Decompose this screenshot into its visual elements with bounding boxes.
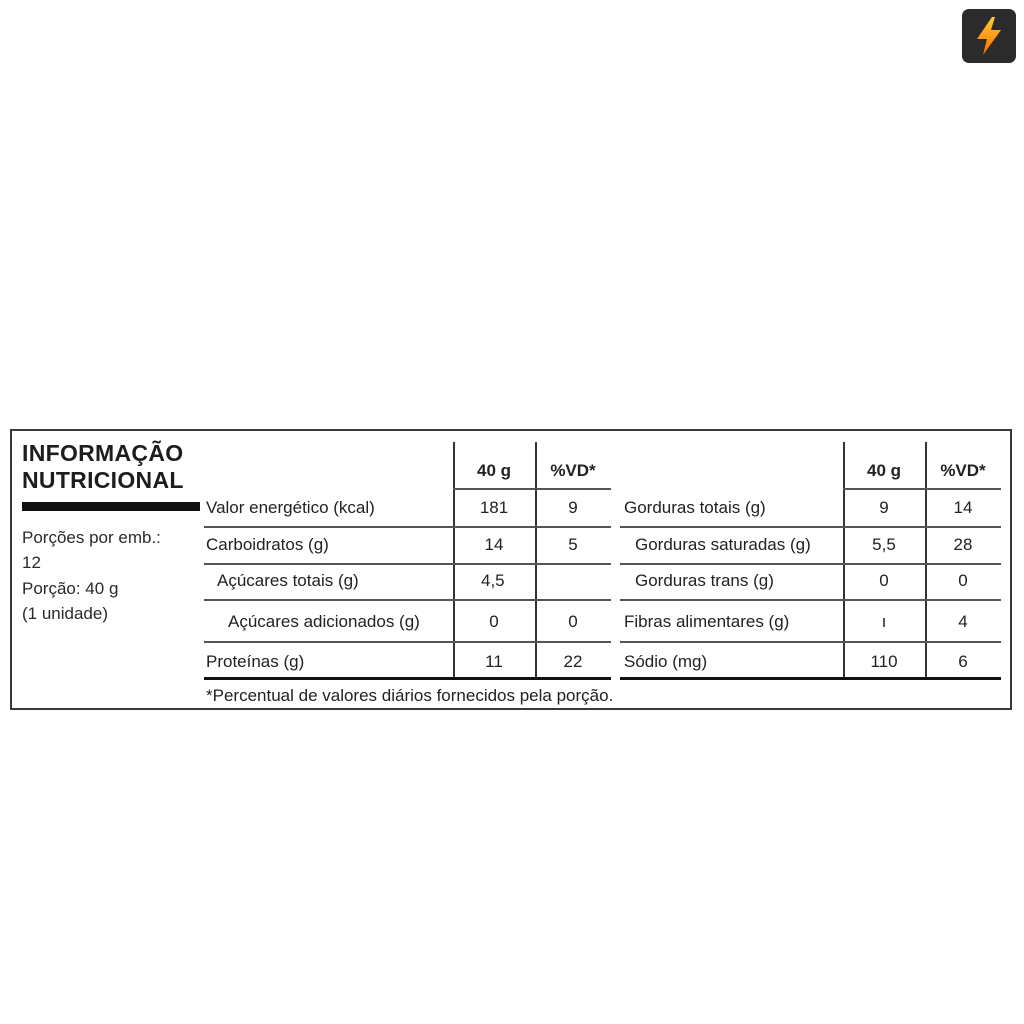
nutrient-amount: 110 bbox=[870, 652, 898, 671]
nutrient-label: Valor energético (kcal) bbox=[206, 498, 375, 517]
nutrient-label: Gorduras totais (g) bbox=[624, 498, 766, 517]
nutrient-dv: 4 bbox=[958, 612, 968, 631]
lightning-bolt-icon bbox=[973, 16, 1005, 56]
nutrient-amount: 0 bbox=[879, 571, 889, 590]
nutrient-dv: 22 bbox=[563, 652, 583, 671]
servings-value: 12 bbox=[22, 553, 41, 572]
nutrient-amount: 4,5 bbox=[481, 571, 505, 590]
divider bbox=[204, 599, 611, 601]
nutrient-dv: 28 bbox=[953, 535, 973, 554]
column-header: %VD* bbox=[940, 461, 986, 480]
column-header: 40 g bbox=[476, 461, 512, 480]
nutrient-amount: 9 bbox=[879, 498, 889, 517]
nutrient-label: Gorduras saturadas (g) bbox=[635, 535, 811, 554]
nutrient-dv: 6 bbox=[958, 652, 968, 671]
divider bbox=[453, 488, 611, 490]
servings-label: Porções por emb.: bbox=[22, 528, 161, 547]
divider bbox=[204, 526, 611, 528]
column-header: %VD* bbox=[550, 461, 596, 480]
nutrient-label: Proteínas (g) bbox=[206, 652, 305, 671]
nutrient-amount: 11 bbox=[485, 652, 503, 671]
portion-unit: (1 unidade) bbox=[22, 604, 109, 623]
divider bbox=[204, 563, 611, 565]
divider bbox=[620, 599, 1001, 601]
nutrient-dv: 0 bbox=[958, 571, 968, 590]
portion-size: Porção: 40 g bbox=[22, 579, 119, 598]
nutrient-label: Gorduras trans (g) bbox=[635, 571, 774, 590]
label-title: INFORMAÇÃO NUTRICIONAL bbox=[22, 440, 184, 493]
nutrient-label: Fibras alimentares (g) bbox=[624, 612, 790, 631]
nutrient-label: Sódio (mg) bbox=[624, 652, 708, 671]
nutrient-dv: 5 bbox=[568, 535, 578, 554]
nutrient-label: Carboidratos (g) bbox=[206, 535, 329, 554]
divider bbox=[843, 488, 1001, 490]
divider bbox=[620, 677, 1001, 680]
nutrient-dv: 14 bbox=[953, 498, 973, 517]
title-bar bbox=[22, 502, 200, 511]
nutrient-amount: 181 bbox=[479, 498, 509, 517]
divider bbox=[620, 641, 1001, 643]
divider bbox=[620, 563, 1001, 565]
nutrient-dv: 0 bbox=[568, 612, 578, 631]
divider bbox=[620, 526, 1001, 528]
app-badge[interactable] bbox=[962, 9, 1016, 63]
nutrient-amount: ı bbox=[881, 612, 887, 631]
column-header: 40 g bbox=[866, 461, 902, 480]
nutrient-label: Açúcares adicionados (g) bbox=[228, 612, 420, 631]
nutrient-amount: 0 bbox=[489, 612, 499, 631]
nutrient-dv: 9 bbox=[568, 498, 578, 517]
nutrient-amount: 14 bbox=[484, 535, 504, 554]
footnote: *Percentual de valores diários fornecidos pela porção. bbox=[206, 686, 614, 705]
nutrient-label: Açúcares totais (g) bbox=[217, 571, 359, 590]
nutrient-amount: 5,5 bbox=[872, 535, 896, 554]
divider bbox=[204, 641, 611, 643]
divider bbox=[204, 677, 611, 680]
